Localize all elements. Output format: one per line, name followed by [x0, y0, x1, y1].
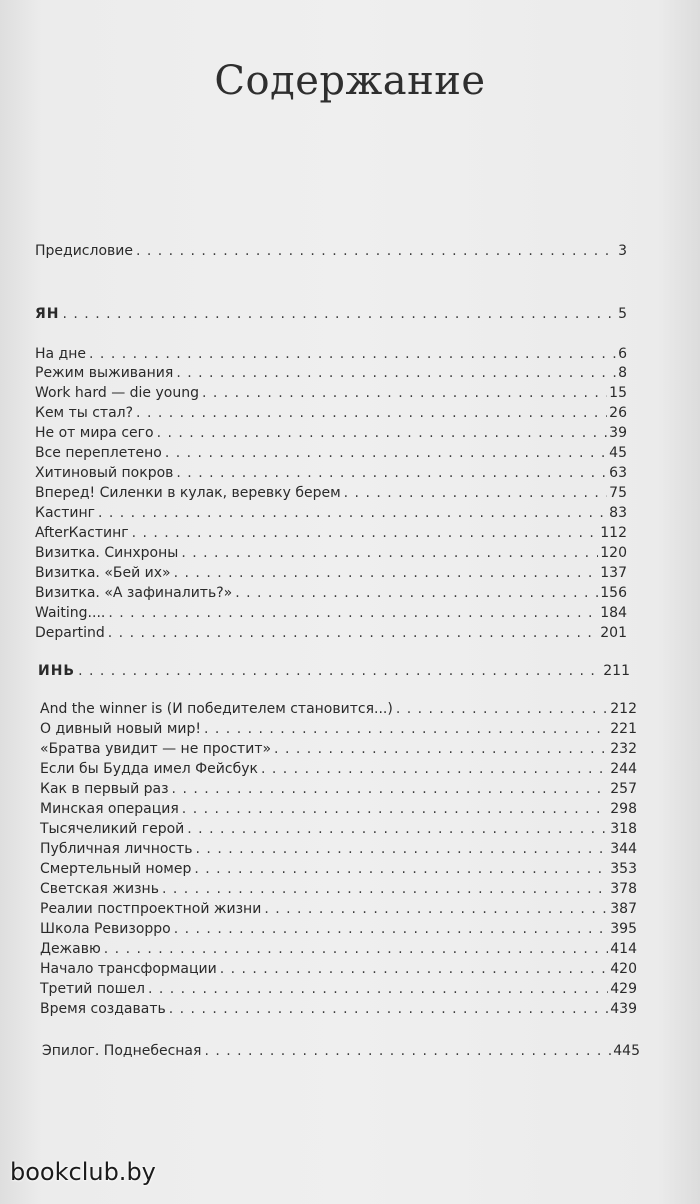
toc-entry-title: «Братва увидит — не простит»: [40, 741, 272, 757]
toc-entry-title: Эпилог. Поднебесная: [42, 1043, 202, 1059]
dot-leader: [172, 780, 609, 798]
toc-entry-title: Work hard — die young: [35, 385, 199, 401]
toc-entry-page: 45: [609, 445, 627, 461]
toc-entry-title: Если бы Будда имел Фейсбук: [40, 761, 258, 777]
toc-entry: [35, 624, 627, 642]
toc-entry-title: Смертельный номер: [40, 861, 192, 877]
dot-leader: [204, 720, 608, 738]
dot-leader: [108, 604, 598, 622]
toc-entry-page: 445: [613, 1043, 640, 1059]
toc-entry: [40, 760, 637, 778]
toc-entry-page: 318: [610, 821, 637, 837]
dot-leader: [165, 444, 607, 462]
toc-entry: [40, 860, 637, 878]
dot-leader: [182, 800, 608, 818]
toc-entry-title: Начало трансформации: [40, 961, 217, 977]
toc-entry: [40, 880, 637, 898]
dot-leader: [98, 504, 607, 522]
toc-entry-page: 120: [600, 545, 627, 561]
toc-entry: [40, 920, 637, 938]
toc-entry-page: 439: [610, 1001, 637, 1017]
dot-leader: [204, 1042, 611, 1060]
dot-leader: [63, 305, 617, 323]
toc-entry-title: О дивный новый мир!: [40, 721, 201, 737]
toc-entry: [40, 900, 637, 918]
toc-entry-page: 395: [610, 921, 637, 937]
dot-leader: [176, 364, 616, 382]
toc-entry-title: Визитка. Синхроны: [35, 545, 179, 561]
dot-leader: [196, 840, 609, 858]
dot-leader: [274, 740, 608, 758]
toc-entry-title: Визитка. «А зафиналить?»: [35, 585, 233, 601]
toc-entry: [40, 720, 637, 738]
toc-entry: [35, 424, 627, 442]
toc-entry-page: 429: [610, 981, 637, 997]
toc-entry-page: 39: [609, 425, 627, 441]
toc-entry-title: Хитиновый покров: [35, 465, 174, 481]
toc-entry-page: 232: [610, 741, 637, 757]
toc-entry-page: 387: [610, 901, 637, 917]
toc-entry-page: 3: [618, 243, 627, 259]
toc-entry-page: 201: [600, 625, 627, 641]
toc-entry-page: 420: [610, 961, 637, 977]
toc-entry-title: Кем ты стал?: [35, 405, 134, 421]
toc-entry: [35, 564, 627, 582]
toc-entry-page: 221: [610, 721, 637, 737]
toc-entry-title: ИНЬ: [38, 663, 76, 679]
toc-entry: [42, 1042, 640, 1060]
toc-entry-page: 112: [600, 525, 627, 541]
toc-entry-title: Режим выживания: [35, 365, 174, 381]
toc-entry-page: 257: [610, 781, 637, 797]
toc-entry: [40, 940, 637, 958]
dot-leader: [396, 700, 608, 718]
toc-section-heading: [38, 662, 630, 680]
dot-leader: [344, 484, 608, 502]
toc-entry-page: 5: [618, 306, 627, 322]
toc-entry: [40, 960, 637, 978]
site-watermark: bookclub.by: [10, 1158, 156, 1186]
toc-entry-page: 212: [610, 701, 637, 717]
toc-entry: [35, 584, 627, 602]
toc-entry-title: Школа Ревизорро: [40, 921, 171, 937]
toc-entry: [40, 700, 637, 718]
toc-entry-title: Время создавать: [40, 1001, 166, 1017]
toc-entry: [35, 464, 627, 482]
toc-entry-page: 15: [609, 385, 627, 401]
dot-leader: [174, 564, 599, 582]
toc-entry-title: Визитка. «Бей их»: [35, 565, 171, 581]
toc-entry-title: Departind: [35, 625, 105, 641]
toc-entry-page: 414: [610, 941, 637, 957]
dot-leader: [136, 242, 616, 260]
dot-leader: [174, 920, 609, 938]
toc-entry-title: Тысячеликий герой: [40, 821, 185, 837]
dot-leader: [104, 940, 608, 958]
toc-entry-title: ЯН: [35, 306, 60, 322]
toc-entry: [40, 840, 637, 858]
toc-entry-page: 344: [610, 841, 637, 857]
toc-entry-page: 353: [610, 861, 637, 877]
dot-leader: [157, 424, 608, 442]
toc-entry: [40, 740, 637, 758]
toc-entry: [35, 404, 627, 422]
toc-entry-title: Третий пошел: [40, 981, 145, 997]
toc-entry: [40, 780, 637, 798]
toc-entry: [35, 524, 627, 542]
toc-section-heading: [35, 305, 627, 323]
toc-entry-title: AfterКастинг: [35, 525, 129, 541]
toc-entry-page: 75: [609, 485, 627, 501]
toc-entry-title: На дне: [35, 346, 87, 362]
toc-entry-page: 298: [610, 801, 637, 817]
toc-entry-page: 211: [603, 663, 630, 679]
toc-entry-title: And the winner is (И победителем становится...): [40, 701, 393, 717]
toc-entry-title: Публичная личность: [40, 841, 193, 857]
toc-entry-page: 63: [609, 465, 627, 481]
toc-entry-page: 184: [600, 605, 627, 621]
dot-leader: [136, 404, 607, 422]
toc-entry: [35, 364, 627, 382]
dot-leader: [132, 524, 599, 542]
toc-entry: [35, 384, 627, 402]
toc-entry-title: Кастинг: [35, 505, 95, 521]
toc-entry-title: Минская операция: [40, 801, 179, 817]
toc-entry-page: 8: [618, 365, 627, 381]
toc-entry: [35, 242, 627, 260]
dot-leader: [261, 760, 608, 778]
dot-leader: [176, 464, 607, 482]
toc-entry-title: Предисловие: [35, 243, 133, 259]
dot-leader: [264, 900, 608, 918]
toc-entry-page: 137: [600, 565, 627, 581]
toc-entry-page: 156: [600, 585, 627, 601]
toc-entry: [40, 1000, 637, 1018]
toc-entry: [35, 604, 627, 622]
toc-entry-page: 6: [618, 346, 627, 362]
toc-entry: [35, 484, 627, 502]
dot-leader: [202, 384, 607, 402]
toc-entry: [35, 544, 627, 562]
dot-leader: [108, 624, 599, 642]
toc-entry-page: 244: [610, 761, 637, 777]
toc-entry: [40, 800, 637, 818]
toc-entry: [35, 504, 627, 522]
dot-leader: [89, 345, 616, 363]
toc-entry-page: 378: [610, 881, 637, 897]
dot-leader: [194, 860, 608, 878]
toc-entry-title: Все переплетено: [35, 445, 162, 461]
toc-entry-page: 83: [609, 505, 627, 521]
toc-entry-title: Светская жизнь: [40, 881, 159, 897]
toc-entry-title: Не от мира сего: [35, 425, 154, 441]
dot-leader: [78, 662, 601, 680]
page-title: Содержание: [214, 58, 486, 104]
toc-entry: [35, 444, 627, 462]
toc-entry-title: Дежавю: [40, 941, 101, 957]
dot-leader: [187, 820, 608, 838]
dot-leader: [148, 980, 608, 998]
toc-entry: [40, 820, 637, 838]
dot-leader: [181, 544, 598, 562]
dot-leader: [162, 880, 608, 898]
toc-entry-title: Как в первый раз: [40, 781, 169, 797]
dot-leader: [220, 960, 609, 978]
dot-leader: [235, 584, 598, 602]
toc-entry: [40, 980, 637, 998]
toc-entry-page: 26: [609, 405, 627, 421]
toc-entry-title: Вперед! Силенки в кулак, веревку берем: [35, 485, 341, 501]
toc-entry-title: Реалии постпроектной жизни: [40, 901, 262, 917]
toc-entry-title: Waiting....: [35, 605, 106, 621]
toc-entry: [35, 345, 627, 363]
dot-leader: [169, 1000, 609, 1018]
